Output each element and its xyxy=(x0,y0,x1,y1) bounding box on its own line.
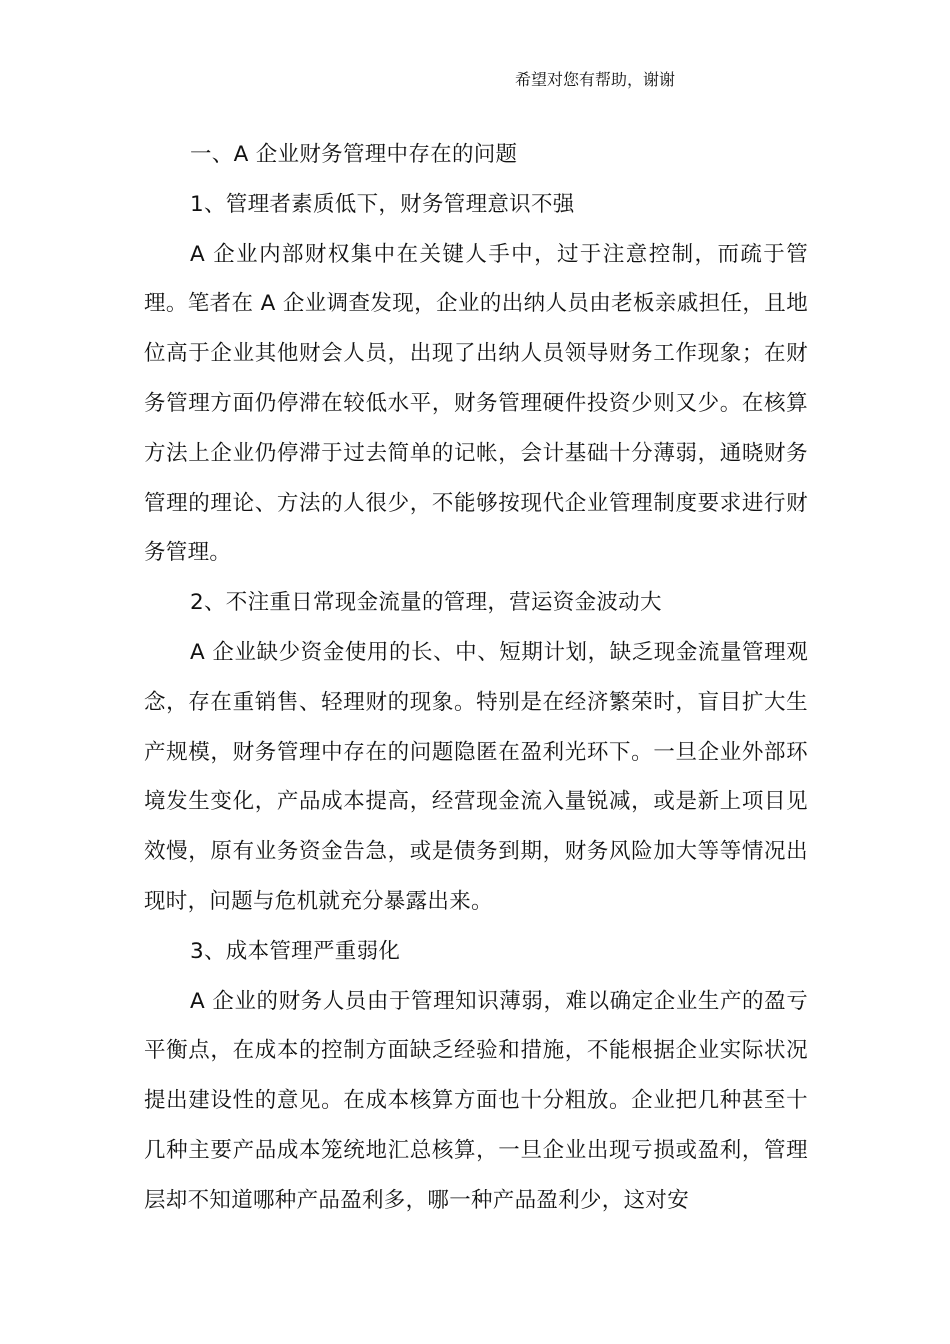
subsection-heading: 2、不注重日常现金流量的管理，营运资金波动大 xyxy=(190,590,662,616)
subsection-heading: 1、管理者素质低下，财务管理意识不强 xyxy=(190,191,575,217)
body-paragraph: A 企业缺少资金使用的长、中、短期计划，缺乏现金流量管理观念，存在重销售、轻理财的现象。特别是在经济繁荣时，盲目扩大生产规模，财务管理中存在的问题隐匿在盈利光环下。一旦企业外部环境发生变化，产品成本提高，经营现金流入量锐减，或是新上项目见效慢，原有业务资金告急，或是债务到期，财务风险加大等等情况出现时，问题与危机就充分暴露出来。 xyxy=(144,639,808,914)
subsection-heading: 3、成本管理严重弱化 xyxy=(190,938,401,964)
document-body xyxy=(144,130,808,1226)
body-paragraph: A 企业的财务人员由于管理知识薄弱，难以确定企业生产的盈亏平衡点，在成本的控制方面缺乏经验和措施，不能根据企业实际状况提出建设性的意见。在成本核算方面也十分粗放。企业把几种甚至十几种主要产品成本笼统地汇总核算，一旦企业出现亏损或盈利，管理层却不知道哪种产品盈利多，哪一种产品盈利少，这对安 xyxy=(144,988,808,1213)
section-heading: 一、A 企业财务管理中存在的问题 xyxy=(190,142,518,167)
header-note: 希望对您有帮助，谢谢 xyxy=(515,70,676,89)
body-paragraph: A 企业内部财权集中在关键人手中，过于注意控制，而疏于管理。笔者在 A 企业调查发现，企业的出纳人员由老板亲戚担任，且地位高于企业其他财会人员，出现了出纳人员领导财务工作现象；在财务管理方面仍停滞在较低水平，财务管理硬件投资少则又少。在核算方法上企业仍停滞于过去简单的记帐，会计基础十分薄弱，通晓财务管理的理论、方法的人很少，不能够按现代企业管理制度要求进行财务管理。 xyxy=(144,241,808,566)
